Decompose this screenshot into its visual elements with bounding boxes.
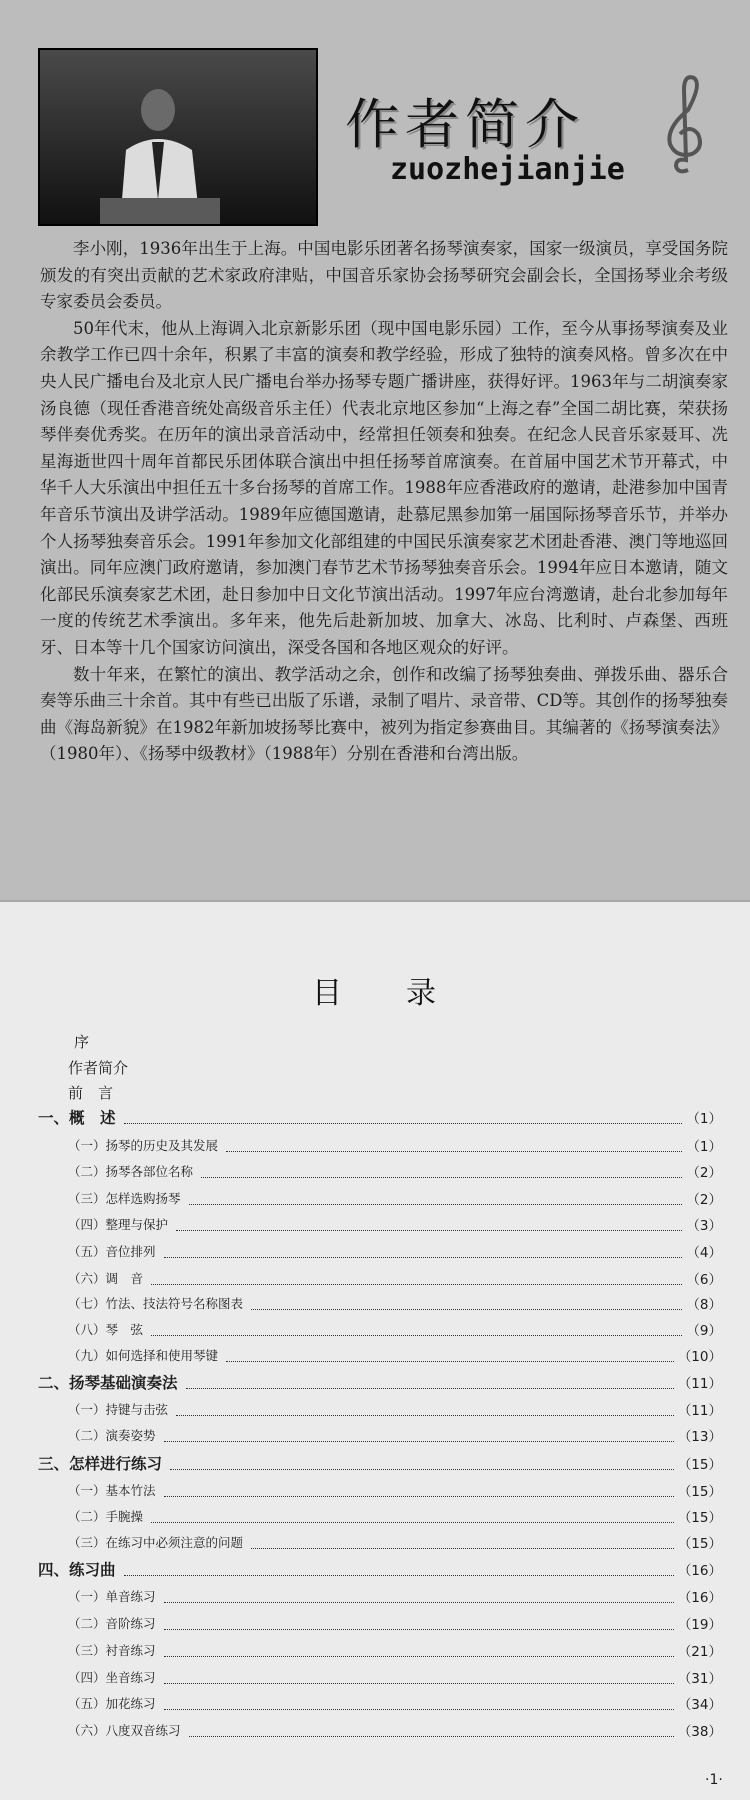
toc-entry-title: 三、怎样进行练习 — [38, 1455, 163, 1473]
toc-entry-title: （一）持键与击弦 — [68, 1402, 169, 1417]
toc-entry-title: （六）调 音 — [68, 1271, 144, 1286]
toc-leader-dots — [164, 1656, 674, 1657]
toc-entry-title: （七）竹法、技法符号名称图表 — [68, 1296, 244, 1311]
toc-entry-page: （21） — [677, 1644, 722, 1660]
toc-entry-title: （五）音位排列 — [68, 1244, 156, 1259]
toc-entry-title: （一）扬琴的历史及其发展 — [68, 1138, 219, 1153]
toc-entry — [74, 1028, 680, 1054]
toc-entry — [68, 1664, 722, 1690]
bio-title: 作者简介 — [345, 93, 585, 156]
toc-entry-page: （1） — [686, 1111, 722, 1127]
toc-entry-page: （16） — [677, 1563, 722, 1579]
toc-entry-page: （6） — [686, 1272, 722, 1288]
bio-paragraph: 李小刚，1936年出生于上海。中国电影乐团著名扬琴演奏家，国家一级演员，享受国务院颁发的有突出贡献的艺术家政府津贴，中国音乐家协会扬琴研究会副会长，全国扬琴业余考级专家委员会委员。 — [40, 239, 728, 312]
toc-entry-page: （8） — [686, 1297, 722, 1313]
toc-entry-page: （15） — [677, 1457, 722, 1473]
bio-paragraph: 50年代末，他从上海调入北京新影乐团（现中国电影乐园）工作，至今从事扬琴演奏及业余教学工作已四十余年，积累了丰富的演奏和教学经验，形成了独特的演奏风格。曾多次在中央人民广播电台及北京人民广播电台举办扬琴专题广播讲座，获得好评。1963年与二胡演奏家汤良德（现任香港音统处高级音乐主任）代表北京地区参加“上海之春”全国二胡比赛，荣获扬琴伴奏优秀奖。在历年的演出录音活动中，经常担任领奏和独奏。在纪念人民音乐家聂耳、冼星海逝世四十周年首都民乐团体联合演出中担任扬琴首席演奏。在首届中国艺术节开幕式，中华千人大乐演出中担任五十多台扬琴的首席工作。1988年应香港政府的邀请，赴港参加中国青年音乐节演出及讲学活动。1989年应德国邀请，赴慕尼黑参加第一届国际扬琴音乐节，并举办个人扬琴独奏音乐会。1991年参加文化部组建的中国民乐演奏家艺术团赴香港、澳门等地巡回演出。同年应澳门政府邀请，参加澳门春节艺术节扬琴独奏音乐会。1994年应日本邀请，随文化部民乐演奏家艺术团，赴日参加中日文化节演出活动。1997年应台湾邀请，赴台北参加每年一度的传统艺术季演出。多年来，他先后赴新加坡、加拿大、冰岛、比利时、卢森堡、西班牙、日本等十几个国家访问演出，深受各国和各地区观众的好评。 — [40, 318, 728, 657]
toc-entry-page: （15） — [677, 1510, 722, 1526]
toc-entry-page: （1） — [686, 1139, 722, 1155]
toc-leader-dots — [164, 1602, 674, 1603]
toc-entry — [68, 1477, 722, 1503]
toc-entry-page: （2） — [686, 1165, 722, 1181]
author-photo — [38, 48, 318, 226]
toc-entry-title: 一、概 述 — [38, 1109, 116, 1127]
toc-leader-dots — [176, 1415, 674, 1416]
toc-leader-dots — [226, 1361, 674, 1362]
toc-entry-title: （二）演奏姿势 — [68, 1428, 156, 1443]
toc-leader-dots — [186, 1388, 674, 1389]
toc-entry — [68, 1185, 722, 1211]
toc-leader-dots — [164, 1257, 683, 1258]
toc-leader-dots — [164, 1496, 674, 1497]
toc-entry — [68, 1637, 722, 1663]
toc-leader-dots — [164, 1709, 674, 1710]
toc-entry — [68, 1610, 722, 1636]
toc-entry-page: （11） — [677, 1403, 722, 1419]
toc-entry-page: （9） — [686, 1323, 722, 1339]
toc-entry-title: 作者简介 — [68, 1058, 129, 1077]
toc-entry-title: 前 言 — [68, 1083, 114, 1102]
toc-entry-page: （13） — [677, 1429, 722, 1445]
toc-entry-page: （38） — [677, 1724, 722, 1740]
toc-section-entry — [38, 1450, 722, 1476]
toc-leader-dots — [164, 1683, 674, 1684]
toc-entry — [68, 1132, 722, 1158]
toc-section-entry — [38, 1369, 722, 1395]
toc-entry-title: （二）音阶练习 — [68, 1616, 156, 1631]
toc-entry-page: （15） — [677, 1536, 722, 1552]
toc-entry-page: （10） — [677, 1349, 722, 1365]
toc-leader-dots — [251, 1548, 674, 1549]
toc-entry-page: （11） — [677, 1376, 722, 1392]
toc-entry — [68, 1529, 722, 1555]
toc-entry-page: （15） — [677, 1484, 722, 1500]
toc-leader-dots — [124, 1575, 674, 1576]
toc-leader-dots — [201, 1177, 682, 1178]
treble-clef-icon — [658, 70, 713, 180]
toc-entry-page: （34） — [677, 1697, 722, 1713]
toc-entry — [68, 1316, 722, 1342]
page-number: ·1· — [705, 1772, 723, 1788]
toc-entry-page: （3） — [686, 1218, 722, 1234]
bio-title-pinyin: zuozhejianjie — [390, 152, 625, 187]
toc-section-entry — [38, 1556, 722, 1582]
toc-leader-dots — [124, 1123, 683, 1124]
toc-leader-dots — [164, 1441, 674, 1442]
toc-entry-title: （九）如何选择和使用琴键 — [68, 1348, 219, 1363]
toc-entry-page: （2） — [686, 1192, 722, 1208]
toc-leader-dots — [189, 1736, 674, 1737]
toc-entry — [68, 1290, 722, 1316]
toc-entry-page: （19） — [677, 1617, 722, 1633]
toc-entry-title: （二）扬琴各部位名称 — [68, 1164, 194, 1179]
toc-entry-title: （三）衬音练习 — [68, 1643, 156, 1658]
toc-entry — [68, 1158, 722, 1184]
toc-leader-dots — [151, 1335, 682, 1336]
toc-entry — [68, 1717, 722, 1743]
toc-entry — [68, 1396, 722, 1422]
toc-entry — [68, 1583, 722, 1609]
toc-entry — [68, 1503, 722, 1529]
toc-heading: 目录 — [312, 976, 500, 1011]
toc-entry — [68, 1054, 680, 1080]
toc-entry-page: （31） — [677, 1671, 722, 1687]
toc-leader-dots — [251, 1309, 682, 1310]
toc-entry-page: （16） — [677, 1590, 722, 1606]
toc-entry-title: （六）八度双音练习 — [68, 1723, 181, 1738]
toc-section-entry — [38, 1104, 722, 1130]
toc-entry — [68, 1265, 722, 1291]
toc-entry-title: 四、练习曲 — [38, 1561, 116, 1579]
toc-leader-dots — [151, 1522, 674, 1523]
toc-entry-title: （四）坐音练习 — [68, 1670, 156, 1685]
toc-entry-title: 二、扬琴基础演奏法 — [38, 1374, 178, 1392]
toc-entry — [68, 1079, 680, 1105]
toc-leader-dots — [189, 1204, 683, 1205]
toc-entry — [68, 1342, 722, 1368]
bio-text — [40, 236, 728, 768]
toc-page — [0, 900, 750, 1800]
toc-entry-title: （八）琴 弦 — [68, 1322, 144, 1337]
toc-entry-title: （一）单音练习 — [68, 1589, 156, 1604]
toc-leader-dots — [164, 1629, 674, 1630]
toc-entry — [68, 1211, 722, 1237]
toc-leader-dots — [151, 1284, 682, 1285]
toc-entry — [68, 1422, 722, 1448]
toc-entry-title: （一）基本竹法 — [68, 1483, 156, 1498]
toc-entry-title: （五）加花练习 — [68, 1696, 156, 1711]
toc-entry — [68, 1238, 722, 1264]
toc-entry-title: （三）在练习中必须注意的问题 — [68, 1535, 244, 1550]
toc-leader-dots — [226, 1151, 682, 1152]
toc-entry-title: 序 — [74, 1032, 90, 1051]
toc-entry-title: （三）怎样选购扬琴 — [68, 1191, 181, 1206]
toc-entry — [68, 1690, 722, 1716]
musician-figure-icon — [100, 80, 220, 224]
toc-entry-page: （4） — [686, 1245, 722, 1261]
toc-leader-dots — [170, 1469, 674, 1470]
toc-leader-dots — [176, 1230, 682, 1231]
bio-paragraph: 数十年来，在繁忙的演出、教学活动之余，创作和改编了扬琴独奏曲、弹拨乐曲、器乐合奏等乐曲三十余首。其中有些已出版了乐谱，录制了唱片、录音带、CD等。其创作的扬琴独奏曲《海岛新貌》在1982年新加坡扬琴比赛中，被列为指定参赛曲目。其编著的《扬琴演奏法》（1980年）、《扬琴中级教材》（1988年）分别在香港和台湾出版。 — [40, 664, 728, 764]
toc-entry-title: （四）整理与保护 — [68, 1217, 169, 1232]
toc-entry-title: （二）手腕操 — [68, 1509, 144, 1524]
